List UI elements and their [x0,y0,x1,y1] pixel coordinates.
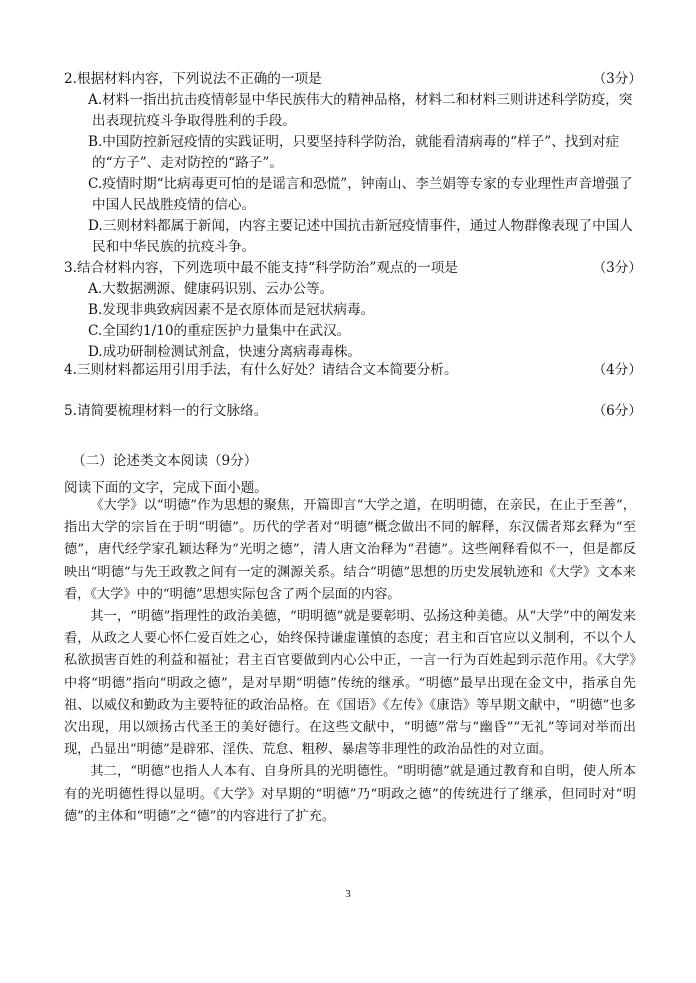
question-4-stem [64,360,642,381]
question-2-option-b: B.中国防控新冠疫情的实践证明，只要坚持科学防治，就能看清病毒的“样子”、找到对症的“方子”、走对防控的“路子”。 [88,134,620,171]
passage-paragraph-2: 其一，“明德”指理性的政治美德，“明明德”就是要彰明、弘扬这种美德。从“大学”中的阐发来看，从政之人要心怀仁爱百姓之心，始终保持谦虚谨慎的态度；君主和百官应以义制利，不以个人私欲损害百姓的利益和福祉；君主百官要做到内心公中正，一言一行为百姓起到示范作用。《大学》中将“明德”指向“明政之德”，是对早期“明德”传统的继承。“明德”最早出现在金文中，指承自先祖、以威仪和勤政为主要特征的政治品格。在《国语》《左传》《康诰》等早期文献中，“明德”也多次出现，用以颂扬古代圣王的美好德行。在这些文献中，“明德”常与“幽昏”“无礼”等词对举而出现，凸显出“明德”是辟邪、淫佚、荒怠、粗秽、暴虐等非理性的政治品性的对立面。 [64,609,636,758]
reading-instruction: 阅读下面的文字，完成下面小题。 [64,480,268,496]
section-title: （二）论述类文本阅读（9分） [72,453,258,469]
question-2-option-a: A.材料一指出抗击疫情彰显中华民族伟大的精神品格，材料二和材料三则讲述科学防疫，突出表现抗疫斗争取得胜利的手段。 [88,92,633,129]
question-5 [64,401,642,422]
question-2-option-d: D.三则材料都属于新闻，内容主要记述中国抗击新冠疫情事件，通过人物群像表现了中国人民和中华民族的抗疫斗争。 [88,218,633,255]
question-3-option-b: B.发现非典致病因素不是衣原体而是冠状病毒。 [88,302,375,318]
question-4-text: 4.三则材料都运用引用手法，有什么好处？请结合文本简要分析。 [64,362,458,378]
question-2 [64,69,642,258]
question-5-score: （6分） [592,403,642,419]
question-3-text: 3.结合材料内容，下列选项中最不能支持“科学防治”观点的一项是 [64,260,458,276]
question-5-stem [64,401,642,422]
question-3-option-d: D.成功研制检测试剂盒，快速分离病毒毒株。 [88,344,362,360]
question-4-score: （4分） [592,362,642,378]
reading-passage [64,495,636,828]
question-2-stem [64,69,642,90]
question-3 [64,258,642,363]
question-4 [64,360,642,381]
question-3-score: （3分） [592,260,642,276]
question-3-option-a: A.大数据溯源、健康码识别、云办公等。 [88,281,334,297]
page-number: 3 [345,888,351,900]
question-2-score: （3分） [592,71,642,87]
passage-paragraph-1: 《大学》以“明德”作为思想的聚焦，开篇即言“大学之道，在明明德，在亲民，在止于至善”，指出大学的宗旨在于明“明德”。历代的学者对“明德”概念做出不同的解释，东汉儒者郑玄释为“至德”，唐代经学家孔颖达释为“光明之德”，清人唐文治释为“君德”。这些阐释看似不一，但是都反映出“明德”与先王政教之间有一定的渊源关系。结合“明德”思想的历史发展轨迹和《大学》文本来看，《大学》中的“明德”思想实际包含了两个层面的内容。 [64,498,636,602]
passage-paragraph-3: 其二，“明德”也指人人本有、自身所具的光明德性。“明明德”就是通过教育和自明，使人所本有的光明德性得以显明。《大学》对早期的“明德”乃“明政之德”的传统进行了继承，但同时对“明德”的主体和“明德”之“德”的内容进行了扩充。 [64,764,636,824]
question-3-option-c: C.全国约1/10的重症医护力量集中在武汉。 [88,323,351,339]
question-5-text: 5.请简要梳理材料一的行文脉络。 [64,403,268,419]
question-3-stem [64,258,642,279]
question-2-text: 2.根据材料内容，下列说法不正确的一项是 [64,71,322,87]
question-2-option-c: C.疫情时期“比病毒更可怕的是谣言和恐慌”，钟南山、李兰娟等专家的专业理性声音增强了中国人民战胜疫情的信心。 [88,176,633,213]
